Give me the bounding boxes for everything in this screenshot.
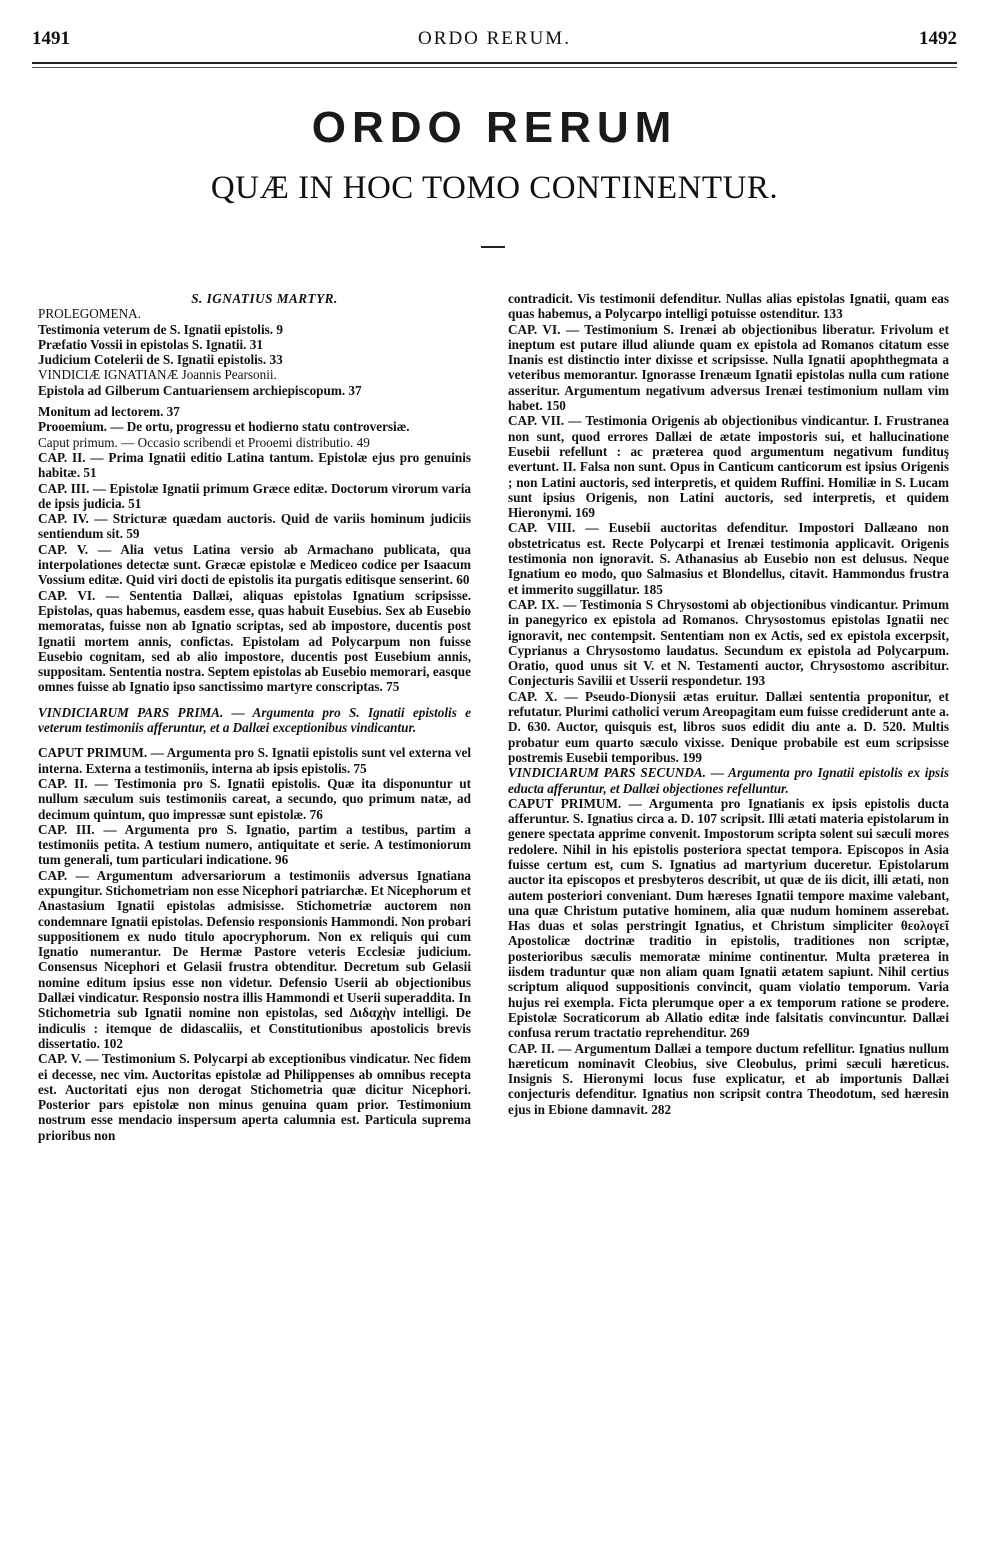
header-rule-thin: [32, 67, 957, 68]
toc-entry: CAP. VI. — Testimonium S. Irenæi ab objectionibus liberatur. Frivolum et ineptum est putare illud aliunde quam ex epistola ad Romanos citatum esse Inanis est distinctio inter dixisse et scripsisse. Nulla Ignatii apophthegmata a veteribus memorantur. Ignorasse Irenæum Ignatii epistolas nulla cum ratione asseritur. Argumentum negativum adversus Irenæi testimonium nullam vim habet. 150: [508, 321, 949, 414]
title-divider: [481, 246, 505, 248]
sub-title: QUÆ IN HOC TOMO CONTINENTUR.: [210, 170, 779, 206]
page-number-left: 1491: [32, 28, 70, 49]
toc-entry: Testimonia veterum de S. Ignatii epistolis. 9: [38, 321, 283, 337]
toc-entry: CAP. III. — Argumenta pro S. Ignatio, partim a testibus, partim a testimoniis petita. A testium numero, antiquitate et serie. A testimoniorum tum generali, tum particulari indicatione. 96: [38, 821, 471, 868]
toc-entry: CAP. VII. — Testimonia Origenis ab objectionibus vindicantur. I. Frustranea non sunt, quod errores Dallæi de ætate impostoris sui, et hallucinatione Eusebii refellunt : ac præterea quod argumentum negativum fundituş evertunt. II. Falsa non sunt. Opus in Canticum canticorum est ipsius Origenis ; non Latini auctoris, sed interpretis, et quidem Ruffini. Homiliæ in S. Lucam sunt ipsius Origenis, non Latini auctoris, sed interpretis, et quidem Hieronymi. 169: [508, 413, 949, 521]
section-title-ignatius: S. IGNATIUS MARTYR.: [191, 291, 338, 306]
toc-entry: Judicium Cotelerii de S. Ignatii epistolis. 33: [38, 352, 283, 368]
page-header: [32, 28, 957, 52]
toc-entry: CAP. V. — Testimonium S. Polycarpi ab exceptionibus vindicatur. Nec fidem ei decesse, nec vim. Auctoritas epistolæ ad Philippenses ab omnibus recepta est. Auctoritati ejus non derogat Stichometria quæ dicitur Nicephori. Posterior pars epistolæ non minus genuina quam prior. Testimonium nostrum esse mendacio inspersum aperta calumnia est. Particula suprema prioribus non: [38, 1051, 471, 1143]
right-column: [508, 291, 949, 1117]
toc-section-heading: VINDICIARUM PARS PRIMA. — Argumenta pro S. Ignatii epistolis e veterum testimoniis afferuntur, et a Dallæi exceptionibus vindicantur.: [38, 704, 471, 736]
toc-entry: CAP. — Argumentum adversariorum a testimoniis adversus Ignatiana expungitur. Stichometriam non esse Nicephori patriarchæ. Et Nicephorum et Anastasium Ignatii epistolas admisisse. Stichometriæ auctorem non condemnare Ignatii epistolas. Defensio responsionis Hammondi. Non probari suppositionem ex nudo titulo apocryphorum. Non ex reliquis qui cum Ignatio numerantur. De Hermæ Pastore veteris Ecclesiæ judicium. Consensus Nicephori et Gelasii frustra obtenditur. Decretum sub Gelasii nomine editum ipsius esse non videtur. Defensio Userii ab objectionibus Dallæi vindicatur. Responsio nostra illis Hammondi et Userii superaddita. In Stichometria sub Ignatii nomine non epistolas, sed Διδαχὴν intelligi. De indiculis : itemque de didascaliis, et Constitutionibus apostolicis brevis dissertatio. 102: [38, 867, 471, 1051]
toc-entry: CAP. II. — Prima Ignatii editio Latina tantum. Epistolæ ejus pro genuinis habitæ. 51: [38, 449, 471, 481]
toc-entry: Præfatio Vossii in epistolas S. Ignatii. 31: [38, 336, 263, 352]
toc-entry: CAP. III. — Epistolæ Ignatii primum Græce editæ. Doctorum virorum varia de ipsis judicia. 51: [38, 480, 471, 511]
toc-entry: contradicit. Vis testimonii defenditur. Nullas alias epistolas Ignatii, quam eas quas habemus, a Polycarpo intelligi potuisse ostenditur. 133: [508, 291, 949, 322]
header-rule-thick: [32, 62, 957, 64]
toc-entry: Caput primum. — Occasio scribendi et Prooemi distributio. 49: [38, 434, 370, 450]
toc-section-heading: VINDICIARUM PARS SECUNDA. — Argumenta pro Ignatii epistolis ex ipsis educta afferuntur, et Dallæi objectiones refelluntur.: [508, 765, 949, 796]
toc-entry: CAPUT PRIMUM. — Argumenta pro S. Ignatii epistolis sunt vel externa vel interna. Externa a testimoniis, interna ab ipsis epistolis. 75: [38, 745, 471, 776]
toc-entry: Monitum ad lectorem. 37: [38, 404, 180, 420]
toc-entry: CAP. VIII. — Eusebii auctoritas defenditur. Impostori Dallæano non obstetricatus est. Recte Polycarpi et Irenæi testimonia applicavit. Origenis testimonia non ignoravit. S. Athanasius ab Eusebio non est delusus. Neque Ignatium eo modo, quo Salmasius et Blondellus, citavit. Hammondus frustra et immerito suggillatur. 185: [508, 520, 949, 597]
toc-entry: CAP. II. — Testimonia pro S. Ignatii epistolis. Quæ ita disponuntur ut nullum sæculum suis testimoniis careat, a secundo, quo primum natæ, ad decimum quintum, quo impressæ sunt epistolæ. 76: [38, 775, 471, 822]
page-number-right: 1492: [919, 28, 957, 49]
main-title: ORDO RERUM: [311, 103, 678, 152]
toc-entry: PROLEGOMENA.: [38, 306, 141, 322]
toc-entry: CAP. II. — Argumentum Dallæi a tempore ductum refellitur. Ignatius nullum hæreticum nominavit Cleobius, sive Cleobulus, primi sæculi hæreticus. Insignis S. Hieronymi locus fuse explicatur, et ab importunis Dallæi conjecturis defenditur. Ignatius non scripsit contra Theodotum, sed hæresin ejus in Ebione damnavit. 282: [508, 1040, 949, 1117]
toc-entry: CAP. IV. — Stricturæ quædam auctoris. Quid de variis hominum judiciis sentiendum sit. 59: [38, 511, 471, 542]
toc-entry: Epistola ad Gilberum Cantuariensem archiepiscopum. 37: [38, 382, 362, 398]
toc-entry: CAPUT PRIMUM. — Argumenta pro Ignatianis ex ipsis epistolis ducta afferuntur. S. Ignatius circa a. D. 107 scripsit. Illi ætati materia epistolarum in genere spectata apprime convenit. Impostorum scripta solent sui sæculi mores redolere. Nihil in his epistolis posteriora spectat tempora. Episcopos in Asia fuisse certum est, cum S. Ignatius ad martyrium duceretur. Epistolarum auctor ita episcopos et presbyteros describit, ut quæ de iis dicit, illi ætati, non autem posteriori conveniant. Dum hæreses Ignatii tempore maxime valebant, una quæ Christum putative hominem, alia quæ nudum hominem asserebat. Has duas et solas perstringit Ignatius, et Christum simpliciter θεολογεῖ Apostolicæ doctrinæ traditio in epistolis, traditiones non scriptæ, posterioribus sæculis memoratæ minime continentur. Multa præterea in iisdem traduntur quæ non aliam quam Ignatii ætatem sapiunt. Nihil certius scriptum aliquod suppositionis convincit, quam violatio temporum. Varia hujus rei exempla. Ficta plerumque oper a ex temporum ratione se prodere. Epistolæ Socraticorum ab Allatio editæ inde falsitatis convincuntur. Dallæi confusa rerum tractatio reprehenditur. 269: [508, 795, 949, 1041]
toc-entry: CAP. VI. — Sententia Dallæi, aliquas epistolas Ignatium scripsisse. Epistolas, quas habemus, easdem esse, quas habuit Eusebius. Sex ab Eusebio memoratas, fuisse non ab Ignatio scriptas, sed ab impostore, ducentis post Ignatii mortem annis, confictas. Epistolam ad Polycarpum non fuisse Eusebio cognitam, sed ab alio impostore, ducentis post Eusebium annis, suppositam. Sententia nostra. Septem epistolas ab Eusebio memorari, easque omnes fuisse ab Ignatio ipso sanctissimo martyre conscriptas. 75: [38, 587, 471, 695]
running-title: ORDO RERUM.: [418, 28, 571, 49]
toc-entry: CAP. IX. — Testimonia S Chrysostomi ab objectionibus vindicantur. Primum in panegyrico ex epistola ad Romanos. Chrysostomus epistolas Ignatii nec ignoravit, nec contempsit. Sententiam non ex Actis, sed ex epistola excerpsit, Cyprianus a Chrysostomo laudatus. Secundum ex epistola ad Polycarpum. Oratio, quod unus sit V. et N. Testamenti auctor, Chrysostomo ascribitur. Conjecturis Savilii et Usserii respondetur. 193: [508, 596, 949, 689]
left-column: [38, 291, 471, 1143]
toc-entry: CAP. X. — Pseudo-Dionysii ætas eruitur. Dallæi sententia proponitur, et refutatur. Plurimi catholici verum Areopagitam eum fuisse crediderunt ante a. D. 630. Auctor, quisquis est, libros suos edidit diu ante a. D. 520. Multis probatur eum quarto sæculo vixisse. Denique probabile est eum scripsisse postremis Eusebii temporibus. 199: [508, 688, 949, 765]
toc-entry: CAP. V. — Alia vetus Latina versio ab Armachano publicata, qua interpolationes detectæ sunt. Græcæ epistolæ e Mediceo codice per Isaacum Vossium editæ. Quid viri docti de epistolis ita purgatis editisque senserint. 60: [38, 541, 471, 588]
toc-entry: VINDICIÆ IGNATIANÆ Joannis Pearsonii.: [38, 367, 277, 383]
toc-entry: Prooemium. — De ortu, progressu et hodierno statu controversiæ.: [38, 419, 410, 435]
